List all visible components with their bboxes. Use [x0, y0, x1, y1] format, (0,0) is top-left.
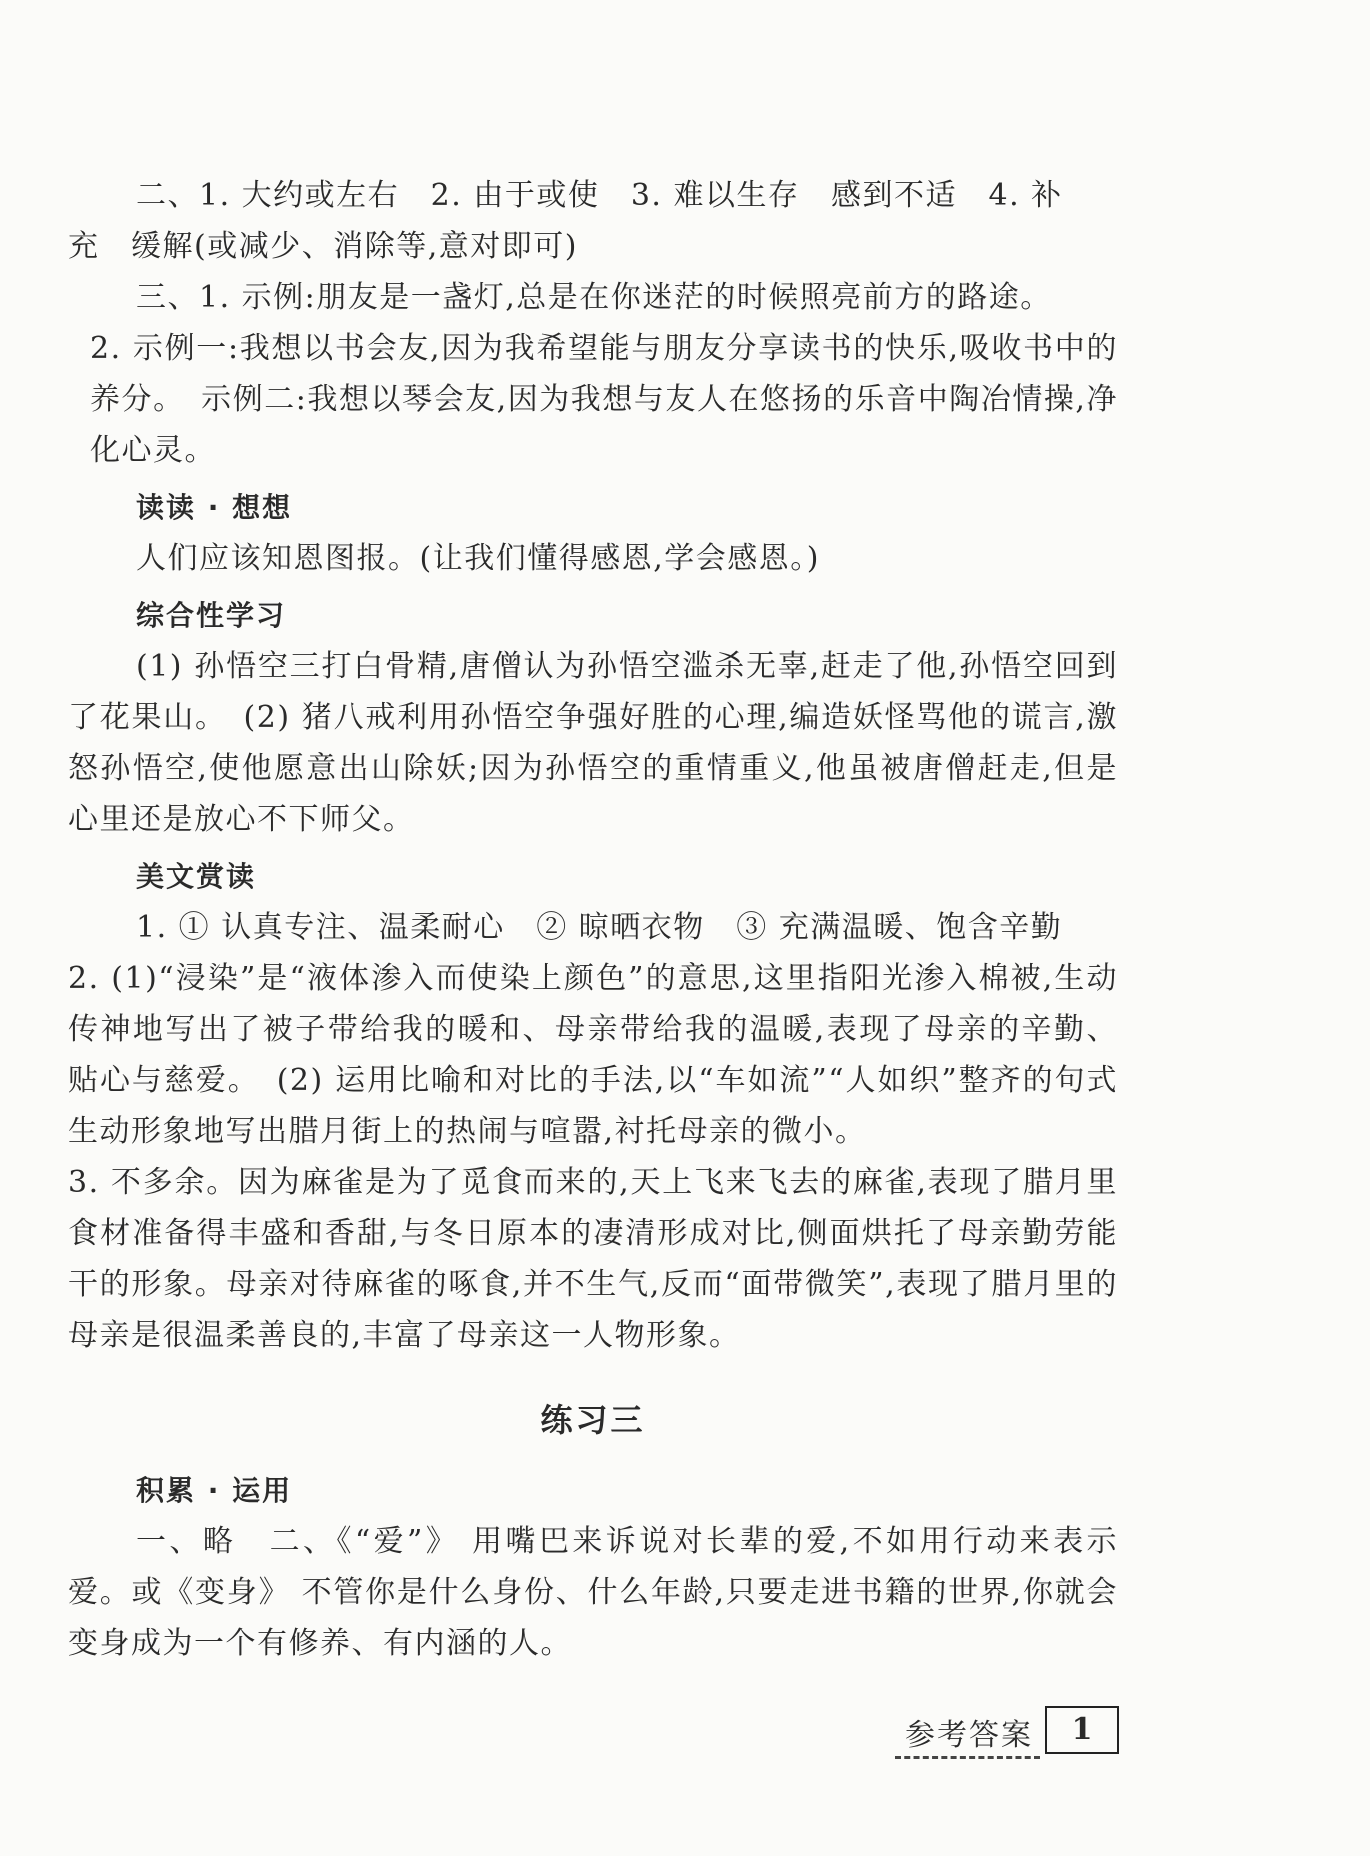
comprehensive-answer: (1) 孙悟空三打白骨精,唐僧认为孙悟空滥杀无辜,赶走了他,孙悟空回到了花果山。 (2) 猪八戒利用孙悟空争强好胜的心理,编造妖怪骂他的谎言,激怒孙悟空,使他愿意出山除妖;因为孙悟空的重情重义,他虽被唐僧赶走,但是心里还是放心不下师父。: [68, 649, 1118, 837]
section-heading-appreciation: 美文赏读: [136, 860, 257, 893]
section-heading-read-think: 读读 · 想想: [136, 491, 293, 524]
read-think-answer: 人们应该知恩图报。(让我们懂得感恩,学会感恩。): [136, 541, 820, 576]
page-number: 1: [1045, 1706, 1119, 1754]
appreciation-answer-2: 2. (1)“浸染”是“液体渗入而使染上颜色”的意思,这里指阳光渗入棉被,生动传神地写出了被子带给我的暖和、母亲带给我的温暖,表现了母亲的辛勤、贴心与慈爱。 (2) 运用比喻和对比的手法,以“车如流”“人如织”整齐的句式生动形象地写出腊月街上的热闹与喧嚣,衬托母亲的微小。: [68, 961, 1118, 1149]
appreciation-answer-3: 3. 不多余。因为麻雀是为了觅食而来的,天上飞来飞去的麻雀,表现了腊月里食材准备得丰盛和香甜,与冬日原本的凄清形成对比,侧面烘托了母亲勤劳能干的形象。母亲对待麻雀的啄食,并不生气,反而“面带微笑”,表现了腊月里的母亲是很温柔善良的,丰富了母亲这一人物形象。: [68, 1165, 1119, 1353]
answer-3-1: 三、1. 示例:朋友是一盏灯,总是在你迷茫的时候照亮前方的路途。: [136, 280, 1052, 315]
answer-2-line2: 充 缓解(或减少、消除等,意对即可): [68, 229, 578, 264]
page-footer: [895, 1706, 1120, 1758]
appreciation-answer-1: 1. ① 认真专注、温柔耐心 ② 晾晒衣物 ③ 充满温暖、饱含辛勤: [136, 910, 1063, 945]
footer-dashed-line: [895, 1756, 1040, 1759]
footer-label: 参考答案: [905, 1718, 1033, 1753]
answer-content: [68, 170, 1118, 1669]
section-heading-comprehensive: 综合性学习: [136, 599, 287, 632]
section-heading-accumulate: 积累 · 运用: [136, 1474, 293, 1507]
exercise-title: 练习三: [540, 1401, 646, 1439]
accumulate-answer: 一、略 二、《“爱”》 用嘴巴来诉说对长辈的爱,不如用行动来表示爱。或《变身》 不管你是什么身份、什么年龄,只要走进书籍的世界,你就会变身成为一个有修养、有内涵的人。: [68, 1524, 1118, 1661]
answer-3-2: 2. 示例一:我想以书会友,因为我希望能与朋友分享读书的快乐,吸收书中的养分。 示例二:我想以琴会友,因为我想与友人在悠扬的乐音中陶冶情操,净化心灵。: [90, 331, 1118, 468]
answer-2-line1: 二、1. 大约或左右 2. 由于或使 3. 难以生存 感到不适 4. 补: [136, 178, 1063, 213]
